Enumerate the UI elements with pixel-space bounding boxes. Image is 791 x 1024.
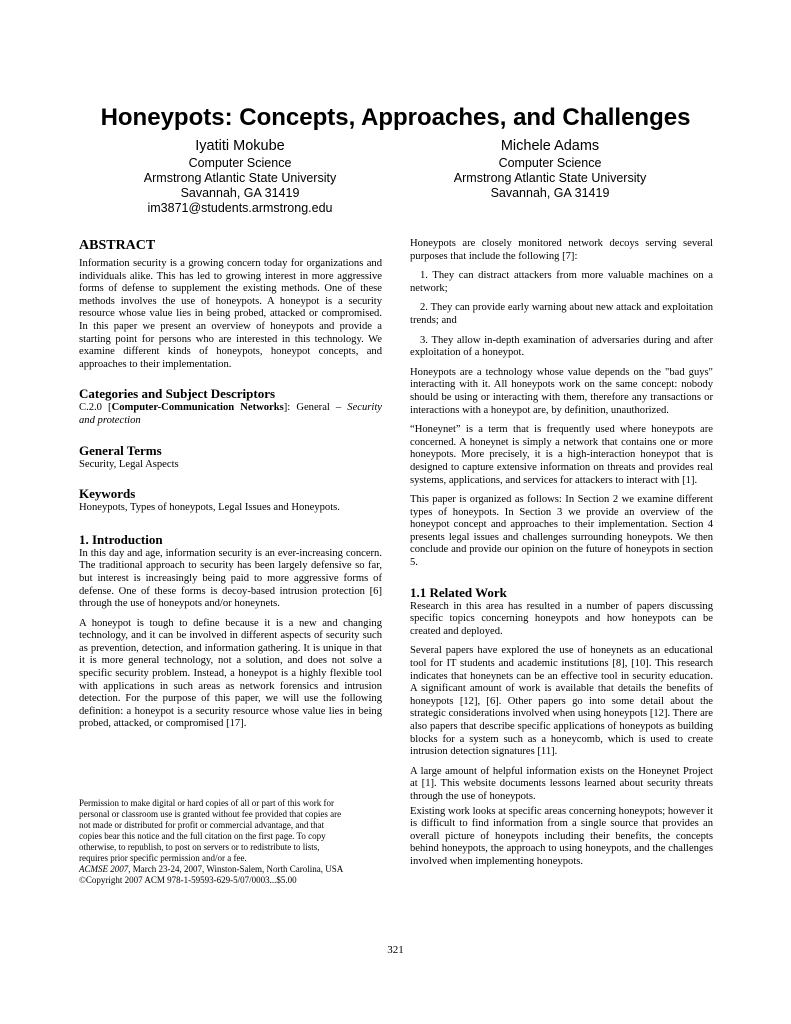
author-name: Iyatiti Mokube <box>195 138 285 154</box>
categories-rest: ]: General – <box>283 402 348 414</box>
author-city: Savannah, GA 31419 <box>180 186 300 200</box>
body-paragraph: Several papers have explored the use of honeynets as an educational tool for IT students and academic institutions [8], [10]. This research indicates that honeynets can be an effective tool in security education. A significant amount of work is available that details the benefits of honeypots [12], [6]. Other papers go into some detail about the strategic considerations involved when using honeypots [12]. There are also papers that describe specific applications of honeypots as building blocks for a system such as a honeycomb, which is used to create intrusion detection signatures [11]. <box>410 645 713 758</box>
body-paragraph: This paper is organized as follows: In Section 2 we examine different types of honeypots. In Section 3 we provide an overview of the honeypot concept and approaches to their implementation. Section 4 presents legal issues and challenges surrounding honeypots. We then conclude and provide our opinion on the future of honeypots in section 5. <box>410 494 713 569</box>
categories-code: C.2.0 [ <box>79 402 112 414</box>
categories-italic: Security and protection <box>79 402 382 426</box>
permission-notice <box>79 798 382 886</box>
author-block-2 <box>440 138 660 201</box>
permission-line: personal or classroom use is granted without fee provided that copies are <box>79 809 342 819</box>
categories-bold: Computer-Communication Networks <box>111 402 284 414</box>
body-paragraph: Honeypots are closely monitored network decoys serving several purposes that include the following [7]: <box>410 238 713 262</box>
page-number: 321 <box>387 944 404 956</box>
list-item: 3. They allow in-depth examination of adversaries during and after exploitation of a honeypot. <box>410 334 713 359</box>
abstract-text: Information security is a growing concern today for organizations and individuals alike. This has led to growing interest in more aggressive forms of defense to supplement the existing methods. One of these methods involves the use of honeypots. A honeypot is a security resource whose value lies in being probed, attacked or compromised. In this paper we present an overview of honeypots and provide a starting point for persons who are interested in this technology. We examine different kinds of honeypots, honeypot concepts, and approaches to their implementation. <box>79 258 382 370</box>
categories-heading: Categories and Subject Descriptors <box>79 386 276 402</box>
body-paragraph: Research in this area has resulted in a number of papers discussing specific topics concerning honeypots and how honeypots can be created and deployed. <box>410 600 713 637</box>
keywords-text: Honeypots, Types of honeypots, Legal Issues and Honeypots. <box>79 502 340 514</box>
body-paragraph: Existing work looks at specific areas concerning honeypots; however it is difficult to find information from a single source that provides an overall picture of honeypots including their benefits, the concepts behind honeypots, the approach to using honeypots, and the challenges involved when implementing honeypots. <box>410 805 713 867</box>
body-paragraph: A large amount of helpful information exists on the Honeynet Project at [1]. This website documents lessons learned about security threats through the use of honeypots. <box>410 765 713 802</box>
author-email: im3871@students.armstrong.edu <box>147 201 333 215</box>
conference-details: , March 23-24, 2007, Winston-Salem, North Carolina, USA <box>128 864 344 874</box>
author-block-1 <box>130 138 350 216</box>
introduction-heading: 1. Introduction <box>79 531 163 547</box>
author-name: Michele Adams <box>500 138 600 154</box>
permission-line: not made or distributed for profit or commercial advantage, and that <box>79 820 325 830</box>
author-city: Savannah, GA 31419 <box>490 186 610 200</box>
permission-line: copies bear this notice and the full citation on the first page. To copy <box>79 831 326 841</box>
abstract-heading: ABSTRACT <box>79 238 156 253</box>
copyright-line: ©Copyright 2007 ACM 978-1-59593-629-5/07/0003...$5.00 <box>79 875 297 885</box>
author-dept: Computer Science <box>188 156 292 170</box>
body-paragraph: Honeypots are a technology whose value depends on the "bad guys" interacting with it. All honeypots work on the same concept: nobody should be using or interacting with them, therefore any transactions or interactions with a honeypot are, by definition, unauthorized. <box>410 366 713 416</box>
general-terms-heading: General Terms <box>79 442 162 458</box>
list-item: 1. They can distract attackers from more valuable machines on a network; <box>410 270 713 294</box>
right-column <box>410 238 713 876</box>
introduction-paragraph: A honeypot is tough to define because it is a new and changing technology, and it can be involved in different aspects of security such as prevention, detection, and information gathering. It is unique in that it is more general technology, not a solution, and does not solve a specific security problem. Instead, a honeypot is a highly flexible tool with applications in such areas as network forensics and intrusion detection. For the purpose of this paper, we will use the following definition: a honeypot is a security resource whose value lies in being probed, attacked, or compromised [17]. <box>79 617 382 730</box>
keywords-heading: Keywords <box>79 486 136 502</box>
related-work-heading: 1.1 Related Work <box>410 584 507 600</box>
author-university: Armstrong Atlantic State University <box>453 171 647 185</box>
permission-line: requires prior specific permission and/or a fee. <box>79 853 247 863</box>
introduction-paragraph: In this day and age, information security is an ever-increasing concern. The traditional approach to security has been largely defensive so far, but interest is increasingly being paid to more aggressive forms of defense. One of these forms is decoy-based intrusion protection [6] through the use of honeypots and/or honeynets. <box>79 547 382 610</box>
paper-title: Honeypots: Concepts, Approaches, and Challenges <box>100 104 691 131</box>
categories-text <box>79 402 382 427</box>
author-dept: Computer Science <box>498 156 602 170</box>
permission-line: Permission to make digital or hard copies of all or part of this work for <box>79 798 334 808</box>
conference-name: ACMSE 2007 <box>79 864 129 874</box>
author-university: Armstrong Atlantic State University <box>143 171 337 185</box>
body-paragraph: “Honeynet” is a term that is frequently used where honeypots are concerned. A honeynet is simply a network that contains one or more honeypots. More precisely, it is a high-interaction honeypot that is designed to capture extensive information on threats and provides real systems, applications, and services for attackers to interact with [1]. <box>410 424 713 486</box>
general-terms-text: Security, Legal Aspects <box>79 458 179 470</box>
left-column <box>79 238 382 738</box>
permission-line: otherwise, to republish, to post on servers or to redistribute to lists, <box>79 842 320 852</box>
list-item: 2. They can provide early warning about new attack and exploitation trends; and <box>410 302 713 326</box>
conference-line <box>79 864 382 875</box>
